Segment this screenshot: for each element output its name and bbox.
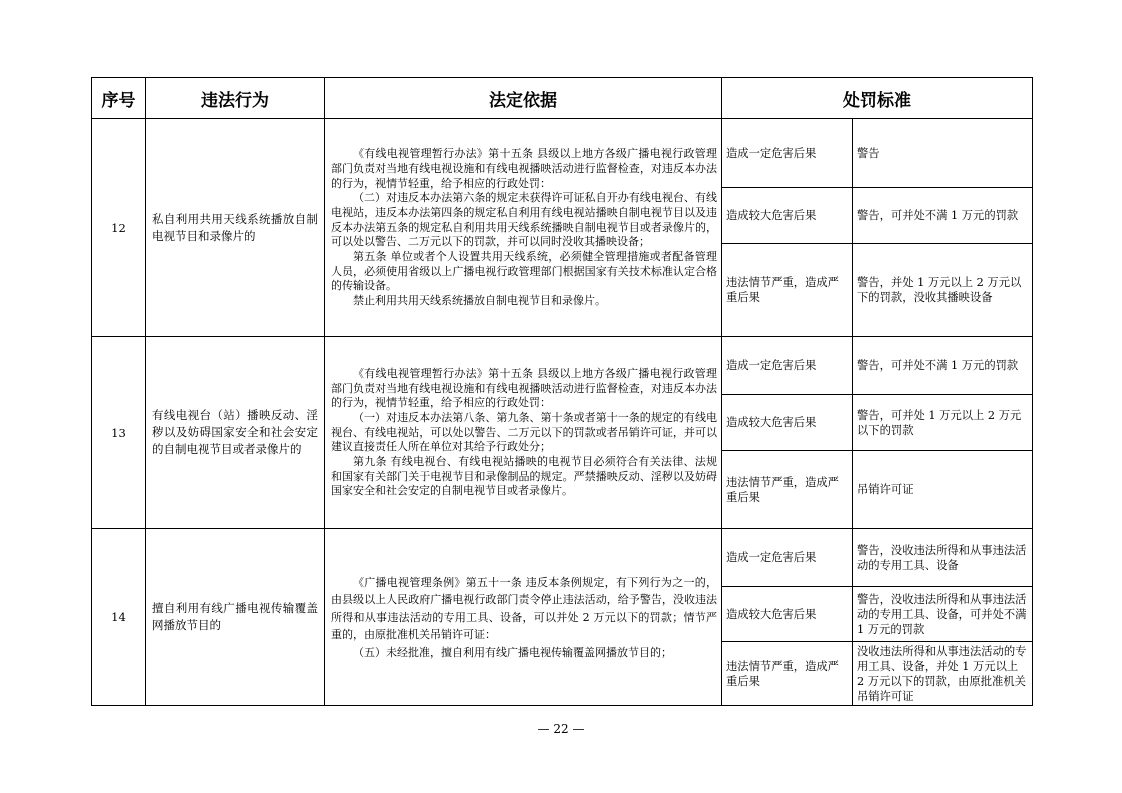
basis-paragraph: 第五条 单位或者个人设置共用天线系统，必须健全管理措施或者配备管理人员，必须使用省级以上广播电视行政管理部门根据国家有关技术标准认定合格的传输设备。 xyxy=(331,250,717,293)
severity-level: 造成一定危害后果 xyxy=(722,529,853,587)
basis-paragraph: （一）对违反本办法第八条、第九条、第十条或者第十一条的规定的有线电视台、有线电视站，可以处以警告、二万元以下的罚款或者吊销许可证，并可以建议直接责任人所在单位对其给予行政处分； xyxy=(331,410,717,454)
basis-paragraph: （二）对违反本办法第六条的规定未获得许可证私自开办有线电视台、有线电视站，违反本办法第四条的规定私自利用有线电视站播映自制电视节目以及违反本办法第五条的规定私自利用共用天线系统播映自制电视节目或者录像片的，可以处以警告、二万元以下的罚款，并可以同时没收其播映设备； xyxy=(331,191,717,249)
severity-level: 违法情节严重，造成严重后果 xyxy=(722,244,853,337)
penalty-standard: 警告，没收违法所得和从事违法活动的专用工具、设备，可并处不满 1 万元的罚款 xyxy=(853,587,1033,642)
severity-level: 造成一定危害后果 xyxy=(722,337,853,395)
legal-basis xyxy=(325,529,722,706)
legal-basis xyxy=(325,337,722,529)
basis-paragraph: 第九条 有线电视台、有线电视站播映的电视节目必须符合有关法律、法规和国家有关部门关于电视节目和录像制品的规定。严禁播映反动、淫秽以及妨碍国家安全和社会安定的自制电视节目或者录像片。 xyxy=(331,455,717,498)
legal-basis xyxy=(325,119,722,337)
basis-paragraph: 《有线电视管理暂行办法》第十五条 县级以上地方各级广播电视行政管理部门负责对当地有线电视设施和有线电视播映活动进行监督检查，对违反本办法的行为，视情节轻重，给予相应的行政处罚： xyxy=(331,147,717,190)
row-number: 13 xyxy=(92,337,146,529)
severity-level: 造成较大危害后果 xyxy=(722,587,853,642)
penalty-standard: 警告，可并处 1 万元以上 2 万元以下的罚款 xyxy=(853,395,1033,451)
header-penalty: 处罚标准 xyxy=(722,78,1033,119)
penalty-table xyxy=(91,77,1033,706)
penalty-standard: 警告 xyxy=(853,119,1033,188)
basis-paragraph: 《广播电视管理条例》第五十一条 违反本条例规定，有下列行为之一的，由县级以上人民政府广播电视行政部门责令停止违法活动，给予警告，没收违法所得和从事违法活动的专用工具、设备，可以并处 2 万元以下的罚款；情节严重的，由原批准机关吊销许可证： xyxy=(331,575,717,642)
header-act: 违法行为 xyxy=(146,78,325,119)
header-no: 序号 xyxy=(92,78,146,119)
basis-paragraph: （五）未经批准，擅自利用有线广播电视传输覆盖网播放节目的； xyxy=(353,645,672,659)
table-row xyxy=(92,337,1033,395)
penalty-standard: 吊销许可证 xyxy=(853,451,1033,529)
penalty-standard: 警告，并处 1 万元以上 2 万元以下的罚款，没收其播映设备 xyxy=(853,244,1033,337)
page-number: — 22 — xyxy=(537,722,585,736)
row-number: 14 xyxy=(92,529,146,706)
severity-level: 造成一定危害后果 xyxy=(722,119,853,188)
table-row xyxy=(92,119,1033,188)
severity-level: 造成较大危害后果 xyxy=(722,395,853,451)
header-basis: 法定依据 xyxy=(325,78,722,119)
violation-act: 擅自利用有线广播电视传输覆盖网播放节目的 xyxy=(146,529,325,706)
table-row xyxy=(92,529,1033,587)
severity-level: 违法情节严重，造成严重后果 xyxy=(722,642,853,706)
penalty-standard: 没收违法所得和从事违法活动的专用工具、设备，并处 1 万元以上 2 万元以下的罚款，由原批准机关吊销许可证 xyxy=(853,642,1033,706)
violation-act: 私自利用共用天线系统播放自制电视节目和录像片的 xyxy=(146,119,325,337)
severity-level: 违法情节严重，造成严重后果 xyxy=(722,451,853,529)
penalty-standard: 警告，可并处不满 1 万元的罚款 xyxy=(853,337,1033,395)
basis-paragraph: 禁止利用共用天线系统播放自制电视节目和录像片。 xyxy=(353,294,606,308)
penalty-standard: 警告，没收违法所得和从事违法活动的专用工具、设备 xyxy=(853,529,1033,587)
basis-paragraph: 《有线电视管理暂行办法》第十五条 县级以上地方各级广播电视行政管理部门负责对当地有线电视设施和有线电视播映活动进行监督检查，对违反本办法的行为，视情节轻重，给予相应的行政处罚： xyxy=(331,366,717,410)
severity-level: 造成较大危害后果 xyxy=(722,188,853,244)
violation-act: 有线电视台（站）播映反动、淫秽以及妨碍国家安全和社会安定的自制电视节目或者录像片的 xyxy=(146,337,325,529)
header-row xyxy=(92,78,1033,119)
penalty-standard: 警告，可并处不满 1 万元的罚款 xyxy=(853,188,1033,244)
row-number: 12 xyxy=(92,119,146,337)
